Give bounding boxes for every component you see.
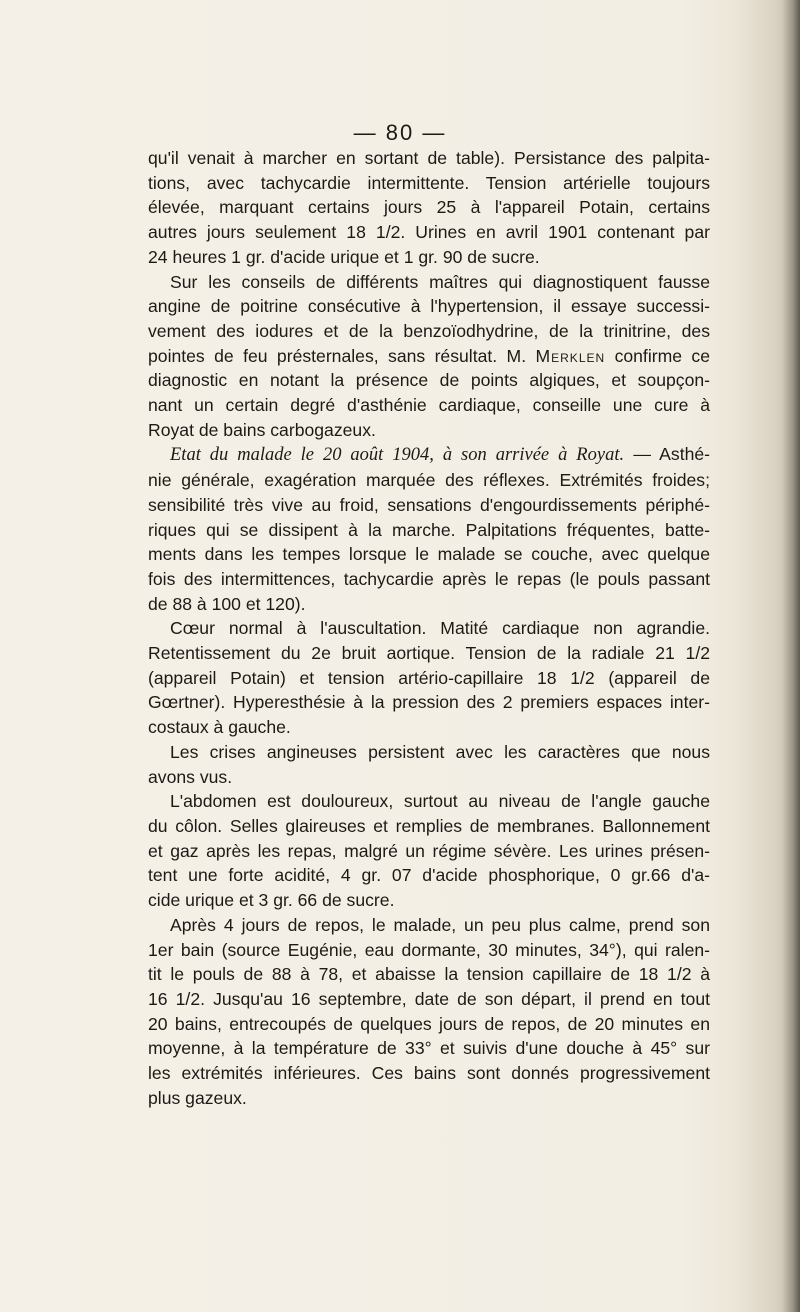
text-line: Les crises angineuses persistent avec les caractères que nous xyxy=(170,741,710,762)
text-line: les extrémités inférieures. Ces bains sont donnés progressivement xyxy=(148,1063,710,1084)
text-line: Sur les conseils de différents maîtres qui diagnostiquent fausse xyxy=(170,271,710,292)
paragraph-5 xyxy=(148,740,710,789)
text-line: Gœrtner). Hyperesthésie à la pression des 2 premiers espaces inter- xyxy=(148,692,710,713)
page-edge-shadow xyxy=(782,0,800,1312)
text-line: élevée, marquant certains jours 25 à l'appareil Potain, certains xyxy=(148,197,710,218)
text-line: avons vus. xyxy=(148,766,233,787)
text-line: angine de poitrine consécutive à l'hypertension, il essaye successi- xyxy=(148,296,710,317)
paragraph-1 xyxy=(148,146,710,270)
text-line: tent une forte acidité, 4 gr. 07 d'acide phosphorique, 0 gr.66 d'a- xyxy=(148,865,710,886)
paragraph-3 xyxy=(148,442,710,616)
paragraph-6 xyxy=(148,789,710,913)
paragraph-7 xyxy=(148,913,710,1111)
text-line: autres jours seulement 18 1/2. Urines en avril 1901 contenant par xyxy=(148,222,710,243)
text-fragment: confirme ce xyxy=(614,345,710,366)
text-line: vement des iodures et de la benzoïodhydrine, de la trinitrine, des xyxy=(148,320,710,341)
author-name: Merklen xyxy=(535,345,606,366)
text-line: L'abdomen est douloureux, surtout au niveau de l'angle gauche xyxy=(170,791,710,812)
text-line: qu'il venait à marcher en sortant de table). Persistance des palpita- xyxy=(148,148,710,168)
text-line: et gaz après les repas, malgré un régime sévère. Les urines présen- xyxy=(148,840,710,861)
text-line: nie générale, exagération marquée des réflexes. Extrémités froides; xyxy=(148,470,710,491)
page-number: — 80 — xyxy=(353,120,447,145)
paragraph-2 xyxy=(148,270,710,443)
text-line: nant un certain degré d'asthénie cardiaque, conseille une cure à xyxy=(148,395,710,416)
text-line xyxy=(148,344,710,369)
text-line: tions, avec tachycardie intermittente. Tension artérielle toujours xyxy=(148,172,710,193)
text-line: costaux à gauche. xyxy=(148,717,291,738)
text-line: riques qui se dissipent à la marche. Palpitations fréquentes, batte- xyxy=(148,519,710,540)
text-line: 20 bains, entrecoupés de quelques jours de repos, de 20 minutes en xyxy=(148,1013,710,1034)
text-line: diagnostic en notant la présence de points algiques, et soupçon- xyxy=(148,370,710,391)
text-fragment: — Asthé- xyxy=(624,444,711,465)
paragraph-4 xyxy=(148,616,710,740)
text-line: sensibilité très vive au froid, sensations d'engourdissements périphé- xyxy=(148,494,710,515)
text-line: ments dans les tempes lorsque le malade se couche, avec quelque xyxy=(148,544,710,565)
text-line: cide urique et 3 gr. 66 de sucre. xyxy=(148,890,395,911)
text-line: moyenne, à la température de 33° et suivis d'une douche à 45° sur xyxy=(148,1038,710,1059)
text-line: tit le pouls de 88 à 78, et abaisse la tension capillaire de 18 1/2 à xyxy=(148,964,710,985)
text-line: (appareil Potain) et tension artério-capillaire 18 1/2 (appareil de xyxy=(148,667,710,688)
text-fragment: pointes de feu présternales, sans résultat. M. xyxy=(148,345,536,366)
text-line: 1er bain (source Eugénie, eau dormante, 30 minutes, 34°), qui ralen- xyxy=(148,939,710,960)
text-line xyxy=(148,442,710,468)
text-line: Retentissement du 2e bruit aortique. Tension de la radiale 21 1/2 xyxy=(148,643,710,664)
section-heading: Etat du malade le 20 août 1904, à son arrivée à Royat. xyxy=(170,445,625,466)
text-line: fois des intermittences, tachycardie après le repas (le pouls passant xyxy=(148,568,710,589)
text-line: Après 4 jours de repos, le malade, un peu plus calme, prend son xyxy=(170,914,710,935)
text-line: de 88 à 100 et 120). xyxy=(148,593,306,614)
text-line: du côlon. Selles glaireuses et remplies de membranes. Ballonnement xyxy=(148,815,710,836)
body-text xyxy=(148,146,710,1110)
text-line: 24 heures 1 gr. d'acide urique et 1 gr. 90 de sucre. xyxy=(148,246,540,267)
text-line: plus gazeux. xyxy=(148,1087,247,1108)
text-line: Cœur normal à l'auscultation. Matité cardiaque non agrandie. xyxy=(170,618,710,639)
text-line: 16 1/2. Jusqu'au 16 septembre, date de son départ, il prend en tout xyxy=(148,988,710,1009)
text-line: Royat de bains carbogazeux. xyxy=(148,419,376,440)
